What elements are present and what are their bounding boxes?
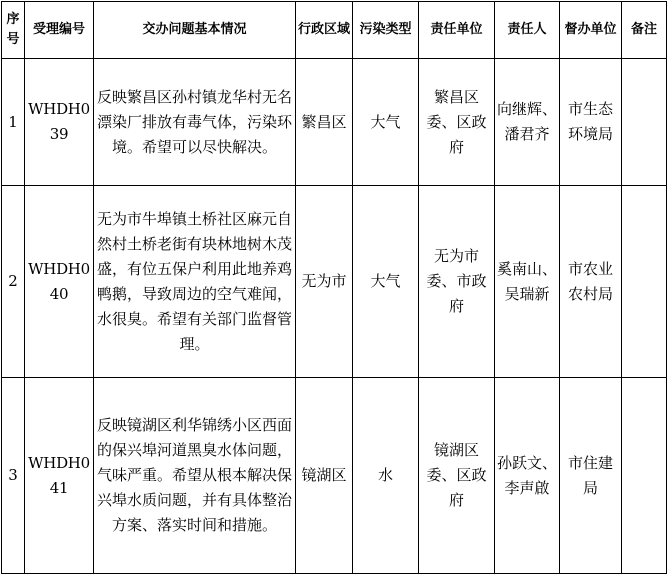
cell-issue: 无为市牛埠镇土桥社区麻元自然村土桥老街有块林地树木茂盛，有位五保户利用此地养鸡鸭鹅，导致周边的空气难闻，水很臭。希望有关部门监督管理。 bbox=[94, 186, 296, 378]
header-pollution: 污染类型 bbox=[353, 2, 419, 59]
cell-region: 繁昌区 bbox=[296, 59, 353, 186]
cell-unit: 繁昌区委、区政府 bbox=[419, 59, 495, 186]
cell-note bbox=[622, 378, 667, 574]
cell-code: WHDH039 bbox=[25, 59, 94, 186]
cell-note bbox=[622, 186, 667, 378]
cell-issue: 反映镜湖区利华锦绣小区西面的保兴埠河道黑臭水体问题，气味严重。希望从根本解决保兴埠水质问题，并有具体整治方案、落实时间和措施。 bbox=[94, 378, 296, 574]
cell-region: 镜湖区 bbox=[296, 378, 353, 574]
header-code: 受理编号 bbox=[25, 2, 94, 59]
header-region: 行政区域 bbox=[296, 2, 353, 59]
header-supervisor: 督办单位 bbox=[560, 2, 622, 59]
cell-unit: 镜湖区委、区政府 bbox=[419, 378, 495, 574]
header-person: 责任人 bbox=[495, 2, 560, 59]
cell-person: 向继辉、潘君齐 bbox=[495, 59, 560, 186]
cell-unit: 无为市委、市政府 bbox=[419, 186, 495, 378]
cell-code: WHDH040 bbox=[25, 186, 94, 378]
table-row bbox=[2, 59, 667, 186]
header-seq: 序号 bbox=[2, 2, 25, 59]
header-row bbox=[2, 2, 667, 59]
cell-region: 无为市 bbox=[296, 186, 353, 378]
cell-pollution: 大气 bbox=[353, 59, 419, 186]
cell-seq: 3 bbox=[2, 378, 25, 574]
table-row bbox=[2, 378, 667, 574]
cell-pollution: 水 bbox=[353, 378, 419, 574]
cell-note bbox=[622, 59, 667, 186]
cell-seq: 1 bbox=[2, 59, 25, 186]
cell-person: 奚南山、吴瑞新 bbox=[495, 186, 560, 378]
cell-supervisor: 市农业农村局 bbox=[560, 186, 622, 378]
header-note: 备注 bbox=[622, 2, 667, 59]
cell-pollution: 大气 bbox=[353, 186, 419, 378]
cell-person: 孙跃文、李声啟 bbox=[495, 378, 560, 574]
cell-supervisor: 市生态环境局 bbox=[560, 59, 622, 186]
table-row bbox=[2, 186, 667, 378]
issue-table bbox=[1, 1, 667, 574]
header-unit: 责任单位 bbox=[419, 2, 495, 59]
cell-issue: 反映繁昌区孙村镇龙华村无名漂染厂排放有毒气体，污染环境。希望可以尽快解决。 bbox=[94, 59, 296, 186]
header-issue: 交办问题基本情况 bbox=[94, 2, 296, 59]
cell-code: WHDH041 bbox=[25, 378, 94, 574]
cell-seq: 2 bbox=[2, 186, 25, 378]
cell-supervisor: 市住建局 bbox=[560, 378, 622, 574]
